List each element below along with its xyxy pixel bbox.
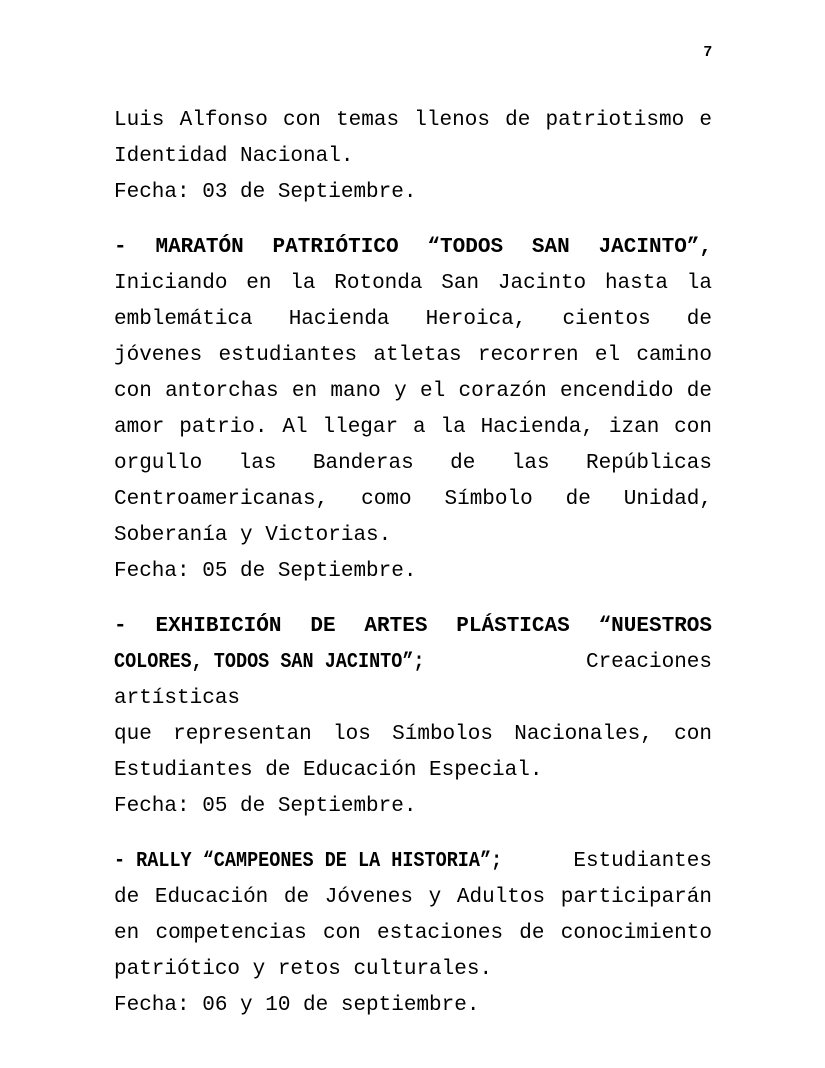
text-line xyxy=(114,230,712,266)
text-run: Estudiantes de Educación Especial. xyxy=(114,759,543,782)
text-run: Fecha: 05 de Septiembre. xyxy=(114,795,417,818)
text-line xyxy=(114,789,712,825)
text-line xyxy=(114,988,712,1024)
text-line xyxy=(114,554,712,590)
text-line xyxy=(114,266,712,302)
text-line xyxy=(114,103,712,139)
text-line xyxy=(114,952,712,988)
text-run: Iniciando en la Rotonda San Jacinto hasta la xyxy=(114,272,712,295)
paragraph-para-intro xyxy=(114,103,712,211)
text-run: Luis Alfonso con temas llenos de patriotismo e xyxy=(114,109,712,132)
text-run: con antorchas en mano y el corazón encendido de xyxy=(114,380,712,403)
text-run: jóvenes estudiantes atletas recorren el camino xyxy=(114,344,712,367)
text-line xyxy=(114,302,712,338)
bold-run: - MARATÓN PATRIÓTICO “TODOS SAN JACINTO”, xyxy=(114,236,712,259)
text-run: patriótico y retos culturales. xyxy=(114,958,493,981)
text-run: Fecha: 03 de Septiembre. xyxy=(114,181,417,204)
page-number: 7 xyxy=(703,43,712,60)
text-line xyxy=(114,482,712,518)
paragraph-para-rally xyxy=(114,844,712,1024)
paragraph-para-exhibicion xyxy=(114,609,712,825)
text-line xyxy=(114,609,712,645)
text-run: Centroamericanas, como Símbolo de Unidad, xyxy=(114,488,712,511)
text-line xyxy=(114,916,712,952)
text-run: en competencias con estaciones de conocimiento xyxy=(114,922,712,945)
text-line xyxy=(114,717,712,753)
text-run: Estudiantes xyxy=(555,850,712,873)
text-line xyxy=(114,338,712,374)
text-line xyxy=(114,139,712,175)
document-body xyxy=(114,103,712,1024)
text-line xyxy=(114,175,712,211)
paragraph-para-maraton xyxy=(114,230,712,590)
text-run: Fecha: 05 de Septiembre. xyxy=(114,560,417,583)
text-run: Identidad Nacional. xyxy=(114,145,354,168)
text-line xyxy=(114,645,712,717)
text-line xyxy=(114,518,712,554)
text-run: emblemática Hacienda Heroica, cientos de xyxy=(114,308,712,331)
text-run: Creaciones artísticas xyxy=(114,651,712,710)
text-run: de Educación de Jóvenes y Adultos participarán xyxy=(114,886,712,909)
text-run: orgullo las Banderas de las Repúblicas xyxy=(114,452,712,475)
text-line xyxy=(114,374,712,410)
text-run: Soberanía y Victorias. xyxy=(114,524,392,547)
text-line xyxy=(114,446,712,482)
text-line xyxy=(114,410,712,446)
bold-run: - RALLY “CAMPEONES DE LA HISTORIA”; xyxy=(114,850,503,873)
text-run: que representan los Símbolos Nacionales, con xyxy=(114,723,712,746)
text-run: Fecha: 06 y 10 de septiembre. xyxy=(114,994,480,1017)
text-line xyxy=(114,844,712,880)
text-run: amor patrio. Al llegar a la Hacienda, izan con xyxy=(114,416,712,439)
text-line xyxy=(114,880,712,916)
bold-run: - EXHIBICIÓN DE ARTES PLÁSTICAS “NUESTROS xyxy=(114,615,712,638)
text-line xyxy=(114,753,712,789)
bold-run: COLORES, TODOS SAN JACINTO”; xyxy=(114,651,425,674)
